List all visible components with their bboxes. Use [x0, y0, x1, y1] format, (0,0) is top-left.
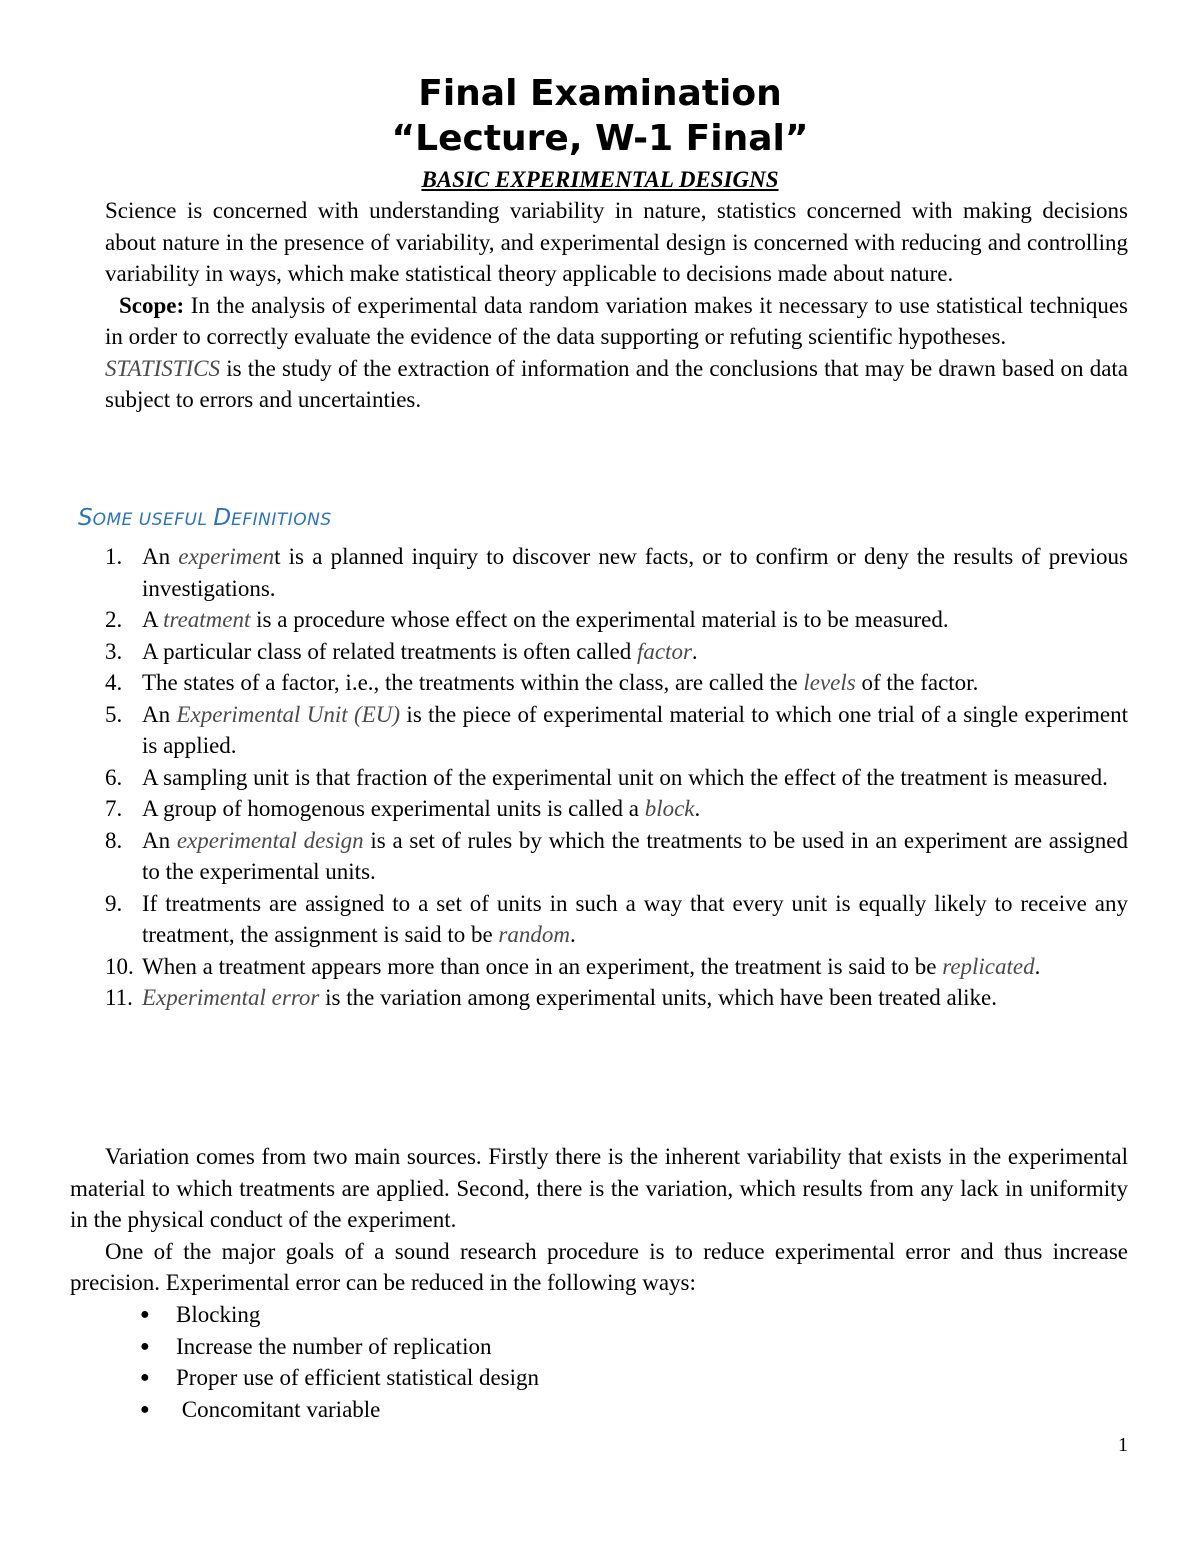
variation-section [70, 1141, 1128, 1299]
scope-text: In the analysis of experimental data random variation makes it necessary to use statistical techniques in order to correctly evaluate the evidence of the data supporting or refuting scientific hypotheses. [105, 292, 1128, 349]
definition-item [105, 982, 1128, 1014]
list-item [140, 1299, 539, 1331]
item-text: An [142, 701, 177, 727]
item-keyword: Experimental Unit (EU) [176, 701, 401, 727]
item-text: A group of homogenous experimental units is called a [142, 796, 645, 821]
item-text: is the piece of experimental material to which one trial of a single experiment is applied. [142, 701, 1128, 758]
definition-item [105, 667, 1128, 699]
item-text: If treatments are assigned to a set of units in such a way that every unit is equally likely to receive any treatment, the assignment is said to be [142, 890, 1128, 947]
item-keyword: experimen [178, 544, 275, 569]
definition-item [105, 951, 1128, 983]
item-keyword: random [498, 922, 570, 947]
goals-paragraph: One of the major goals of a sound research procedure is to reduce experimental error and thus increase precision. Experimental error can be reduced in the following ways: [70, 1238, 1128, 1295]
list-item [140, 1362, 539, 1394]
item-number: 9. [105, 890, 123, 916]
definition-item [105, 762, 1128, 794]
bullet-icon: ● [140, 1306, 150, 1323]
definition-item [105, 541, 1128, 604]
item-keyword: treatment [163, 607, 251, 632]
heading-part-2: OME USEFUL [92, 510, 214, 530]
list-item [140, 1394, 539, 1426]
page-number: 1 [1118, 1434, 1128, 1456]
error-reduction-list [140, 1299, 539, 1425]
definition-item [105, 604, 1128, 636]
list-item-text: Proper use of efficient statistical design [176, 1365, 540, 1390]
item-keyword: Experimental error [142, 985, 320, 1010]
item-number: 4. [105, 670, 123, 695]
list-item [140, 1331, 539, 1363]
statistics-paragraph [105, 353, 1128, 416]
variation-paragraph: Variation comes from two main sources. Firstly there is the inherent variability that exists in the experimental material to which treatments are applied. Second, there is the variation, which results from any lack in uniformity in the physical conduct of the experiment. [70, 1144, 1128, 1232]
item-text: . [694, 796, 701, 821]
definition-item [105, 888, 1128, 951]
item-text: . [1034, 953, 1041, 979]
item-text: When a treatment appears more than once in an experiment, the treatment is said to be [142, 953, 943, 979]
item-number: 8. [105, 827, 123, 853]
bullet-icon: ● [140, 1400, 150, 1418]
item-number: 7. [105, 796, 123, 821]
item-number: 6. [105, 764, 123, 790]
bullet-icon: ● [140, 1337, 150, 1355]
item-text: is a set of rules by which the treatments to be used in an experiment are assigned to the experimental units. [142, 827, 1128, 884]
statistics-keyword: STATISTICS [105, 355, 221, 381]
definition-item [105, 636, 1128, 668]
item-text: is the variation among experimental units, which have been treated alike. [319, 985, 997, 1010]
intro-paragraph: Science is concerned with understanding variability in nature, statistics concerned with making decisions about nature in the presence of variability, and experimental design is concerned with reducing and controlling variability in ways, which make statistical theory applicable to decisions made about nature. [105, 198, 1128, 286]
item-keyword: factor [636, 638, 692, 664]
exam-subtitle-lecture: “Lecture, W-1 Final” [391, 118, 809, 159]
item-keyword: experimental design [176, 827, 364, 853]
item-number: 10. [105, 953, 134, 979]
item-text: . [569, 922, 576, 947]
item-number: 11. [105, 985, 133, 1010]
definition-item [105, 825, 1128, 888]
item-number: 1. [105, 544, 123, 569]
heading-part-3: D [213, 505, 232, 531]
item-number: 5. [105, 701, 123, 727]
item-text: A particular class of related treatments is often called [142, 638, 637, 664]
definition-item [105, 793, 1128, 825]
heading-part-4: EFINITIONS [231, 510, 332, 530]
item-keyword: block [644, 796, 695, 821]
scope-label: Scope: [119, 292, 185, 318]
item-keyword: replicated [942, 953, 1035, 979]
list-item-text: Increase the number of replication [176, 1333, 492, 1359]
item-text: An [142, 544, 179, 569]
item-text: An [142, 827, 177, 853]
item-text: of the factor. [855, 670, 979, 695]
item-text: A [142, 607, 164, 632]
exam-title: Final Examination [418, 73, 782, 114]
statistics-text: is the study of the extraction of information and the conclusions that may be drawn based on data subject to errors and uncertainties. [105, 355, 1128, 412]
item-text: A sampling unit is that fraction of the experimental unit on which the effect of the treatment is measured. [142, 764, 1108, 790]
list-item-text: Concomitant variable [176, 1396, 381, 1422]
item-number: 2. [105, 607, 123, 632]
item-text: . [691, 638, 698, 664]
item-number: 3. [105, 638, 123, 664]
bullet-icon: ● [140, 1369, 150, 1386]
list-item-text: Blocking [176, 1302, 261, 1327]
scope-paragraph [105, 290, 1128, 353]
item-keyword: levels [803, 670, 856, 695]
definitions-list [105, 541, 1128, 1014]
definition-item [105, 699, 1128, 762]
item-text: The states of a factor, i.e., the treatments within the class, are called the [142, 670, 804, 695]
item-text: is a procedure whose effect on the experimental material is to be measured. [250, 607, 949, 632]
section-title-basic-designs: BASIC EXPERIMENTAL DESIGNS [421, 167, 779, 192]
intro-section [105, 195, 1128, 416]
definitions-heading [78, 503, 332, 535]
item-text: t is a planned inquiry to discover new facts, or to confirm or deny the results of previous investigations. [142, 544, 1128, 601]
heading-part-1: S [78, 505, 93, 531]
